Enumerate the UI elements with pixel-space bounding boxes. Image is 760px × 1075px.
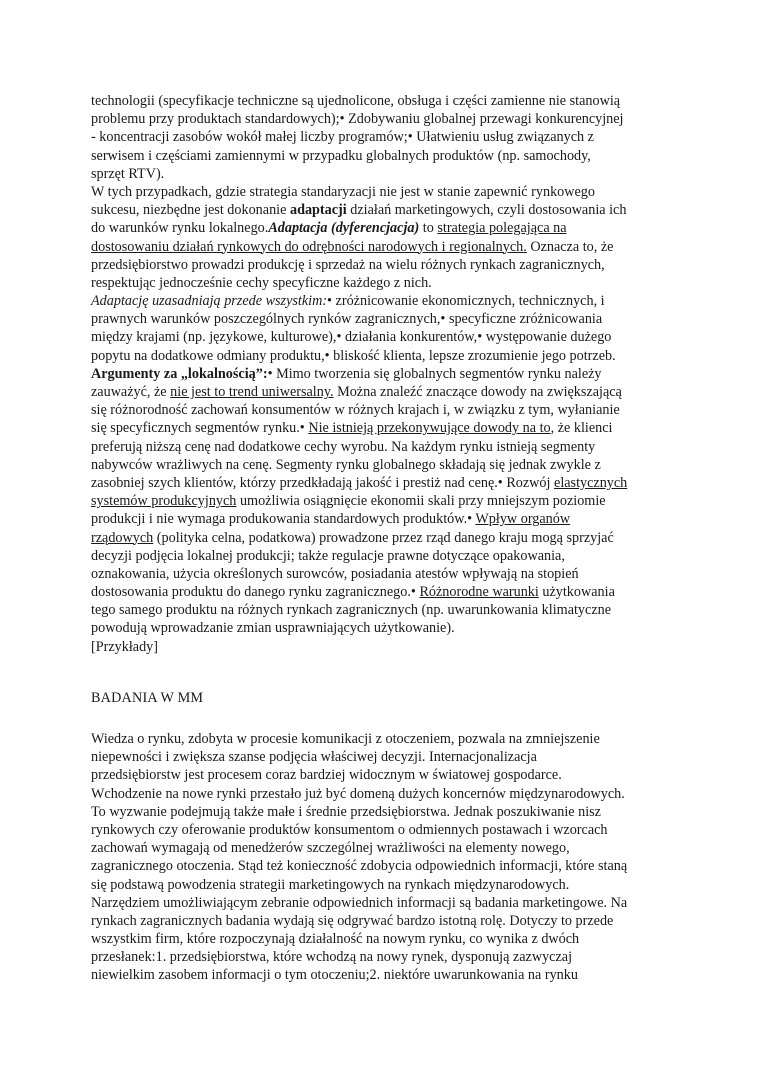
text-line <box>91 930 683 948</box>
underlined-phrase: nie jest to trend uniwersalny. <box>170 384 334 400</box>
text-run: (polityka celna, podatkowa) prowadzone przez rząd danego kraju mogą sprzyjać <box>153 529 614 546</box>
underlined-phrase: strategia polegająca na <box>437 220 567 237</box>
text-line <box>91 876 683 894</box>
text-run: przedsiębiorstw jest procesem coraz bardziej widocznym w światowej gospodarce. <box>91 767 562 784</box>
text-line <box>91 238 683 256</box>
text-line <box>91 766 683 784</box>
text-run: to <box>419 220 438 237</box>
text-run: rynkach zagranicznych badania wydają się odgrywać bardzo istotną rolę. Dotyczy to przede <box>91 912 614 929</box>
text-run: umożliwia osiągnięcie ekonomii skali przy mniejszym poziomie <box>236 493 606 510</box>
text-line <box>91 601 683 619</box>
text-run: To wyzwanie podejmują także małe i średnie przedsiębiorstwa. Jednak poszukiwanie nisz <box>91 803 601 820</box>
text-run: sprzęt RTV). <box>91 165 165 182</box>
text-line <box>91 547 683 565</box>
text-line <box>91 803 683 821</box>
text-run: się specyficznych segmentów rynku.• <box>91 420 309 437</box>
text-line <box>91 638 683 656</box>
text-run: rynkowych czy oferowanie produktów konsumentom o odmiennych postawach i wzorcach <box>91 821 608 838</box>
text-line <box>91 147 683 165</box>
text-line <box>91 912 683 930</box>
text-run: prawnych warunków poszczególnych rynków zagranicznych,• specyficzne zróżnicowania <box>91 311 603 328</box>
text-line <box>91 274 683 292</box>
text-line <box>91 492 683 510</box>
text-line <box>91 219 683 237</box>
text-line <box>91 748 683 766</box>
text-run: się podstawą powodzenia strategii marketingowych na rynkach międzynarodowych. <box>91 876 570 893</box>
text-line <box>91 857 683 875</box>
text-line <box>91 456 683 474</box>
underlined-phrase: systemów produkcyjnych <box>91 493 237 510</box>
text-run: Wchodzenie na nowe rynki przestało już być domeną dużych koncernów międzynarodowych. <box>91 785 625 802</box>
text-run: wszystkim firm, które rozpoczynają działalność na nowym rynku, co wynika z dwóch <box>91 931 580 948</box>
text-run: między krajami (np. językowe, kulturowe),• działania konkurentów,• występowanie dużego <box>91 329 612 346</box>
text-run: [Przykłady] <box>91 638 158 655</box>
text-line <box>91 839 683 857</box>
text-run: technologii (specyfikacje techniczne są ujednolicone, obsługa i części zamienne nie stanowią <box>91 93 621 109</box>
text-run: zasobniej szych klientów, którzy przedkładają jakość i prestiż nad cenę.• Rozwój <box>91 474 555 491</box>
text-line <box>91 619 683 637</box>
emphasized-phrase: adaptacji <box>289 202 347 219</box>
text-run: się różnorodność zachowań konsumentów w różnych krajach i, w związku z tym, wyłanianie <box>91 402 620 419</box>
text-run: przedsiębiorstwo prowadzi produkcję i sprzedaż na wielu różnych rynkach zagranicznych, <box>91 256 605 273</box>
text-run: użytkowania <box>538 584 615 601</box>
emphasized-phrase: Adaptację uzasadniają przede wszystkim: <box>91 293 328 310</box>
text-line <box>91 438 683 456</box>
text-line <box>91 583 683 601</box>
text-line <box>91 510 683 528</box>
text-line <box>91 529 683 547</box>
underlined-phrase: Nie istnieją przekonywujące dowody na to <box>308 420 551 437</box>
text-line <box>91 256 683 274</box>
text-line <box>91 821 683 839</box>
text-line <box>91 948 683 966</box>
text-run: Wiedza o rynku, zdobyta w procesie komunikacji z otoczeniem, pozwala na zmniejszenie <box>91 731 600 747</box>
underlined-phrase: Wpływ organów <box>475 511 571 528</box>
section-research-intro <box>91 730 683 985</box>
text-line <box>91 183 683 201</box>
text-run: nabywców wrażliwych na cenę. Segmenty rynku globalnego składają się jednak zwykle z <box>91 456 601 473</box>
text-run: niepewności i zwiększa szanse podjęcia właściwej decyzji. Internacjonalizacja <box>91 749 537 766</box>
text-run: powodują wprowadzanie zmian usprawniających użytkowanie). <box>91 620 455 637</box>
text-line <box>91 730 683 748</box>
text-run: zagranicznego otoczenia. Stąd też konieczność zdobycia odpowiednich informacji, które staną <box>91 858 628 875</box>
text-run: zauważyć, że <box>91 384 171 400</box>
text-run: Można znaleźć znaczące dowody na zwiększającą <box>333 384 622 400</box>
text-run: przesłanek:1. przedsiębiorstwa, które wchodzą na nowy rynek, dysponują zazwyczaj <box>91 949 573 966</box>
text-run: zachowań wymagają od menedżerów szczególnej wrażliwości na elementy nowego, <box>91 840 570 857</box>
text-run: , że klienci <box>550 420 613 437</box>
text-run: oznakowania, użycia określonych surowców, posiadania atestów wpływają na stopień <box>91 565 579 582</box>
text-run: • Mimo tworzenia się globalnych segmentów rynku należy <box>267 365 602 382</box>
text-run: decyzji podjęcia lokalnej produkcji; także regulacje prawne dotyczące opakowania, <box>91 547 565 564</box>
text-line <box>91 419 683 437</box>
emphasized-phrase: Argumenty za „lokalnością”: <box>91 365 268 382</box>
text-line <box>91 966 683 984</box>
text-run: respektując jednocześnie cechy specyficzne każdego z nich. <box>91 274 432 291</box>
text-line <box>91 365 683 383</box>
text-run: • zróżnicowanie ekonomicznych, technicznych, i <box>327 293 605 310</box>
text-line <box>91 383 683 401</box>
text-line <box>91 401 683 419</box>
text-run: preferują niższą cenę nad dodatkowe cechy wyrobu. Na każdym rynku istnieją segmenty <box>91 438 596 455</box>
section-heading: BADANIA W MM <box>91 690 204 706</box>
text-line <box>91 328 683 346</box>
text-line <box>91 110 683 128</box>
underlined-phrase: dostosowaniu działań rynkowych do odrębności narodowych i regionalnych. <box>91 238 527 255</box>
text-line <box>91 565 683 583</box>
emphasized-phrase: Adaptacja (dyferencjacja) <box>268 220 420 237</box>
text-line <box>91 785 683 803</box>
text-run: serwisem i częściami zamiennymi w przypadku globalnych produktów (np. samochody, <box>91 147 591 164</box>
text-run: - koncentracji zasobów wokół małej liczby programów;• Ułatwieniu usług związanych z <box>91 129 594 146</box>
text-line <box>91 310 683 328</box>
text-run: sukcesu, niezbędne jest dokonanie <box>91 202 290 219</box>
text-run: popytu na dodatkowe odmiany produktu,• bliskość klienta, lepsze zrozumienie jego potrzeb. <box>91 347 616 364</box>
text-line <box>91 894 683 912</box>
text-line <box>91 474 683 492</box>
text-run: działań marketingowych, czyli dostosowania ich <box>346 202 627 219</box>
underlined-phrase: elastycznych <box>554 474 628 491</box>
underlined-phrase: Różnorodne warunki <box>419 584 539 601</box>
text-run: niewielkim zasobem informacji o tym otoczeniu;2. niektóre uwarunkowania na rynku <box>91 967 578 984</box>
text-line <box>91 292 683 310</box>
text-run: produkcji i nie wymaga produkowania standardowych produktów.• <box>91 511 476 528</box>
text-line <box>91 347 683 365</box>
text-run: W tych przypadkach, gdzie strategia standaryzacji nie jest w stanie zapewnić rynkowego <box>91 183 595 200</box>
text-line <box>91 201 683 219</box>
section-global-vs-local <box>91 92 683 656</box>
text-run: dostosowania produktu do danego rynku zagranicznego.• <box>91 584 420 601</box>
text-run: tego samego produktu na różnych rynkach zagranicznych (np. uwarunkowania klimatyczne <box>91 602 612 619</box>
text-line <box>91 165 683 183</box>
text-run: Narzędziem umożliwiającym zebranie odpowiednich informacji są badania marketingowe. Na <box>91 894 628 911</box>
text-line <box>91 92 683 110</box>
underlined-phrase: rządowych <box>91 529 154 546</box>
text-run: Oznacza to, że <box>526 238 614 255</box>
text-line <box>91 128 683 146</box>
text-run: problemu przy produktach standardowych);• Zdobywaniu globalnej przewagi konkurencyjnej <box>91 111 624 128</box>
text-run: do warunków rynku lokalnego. <box>91 220 269 237</box>
